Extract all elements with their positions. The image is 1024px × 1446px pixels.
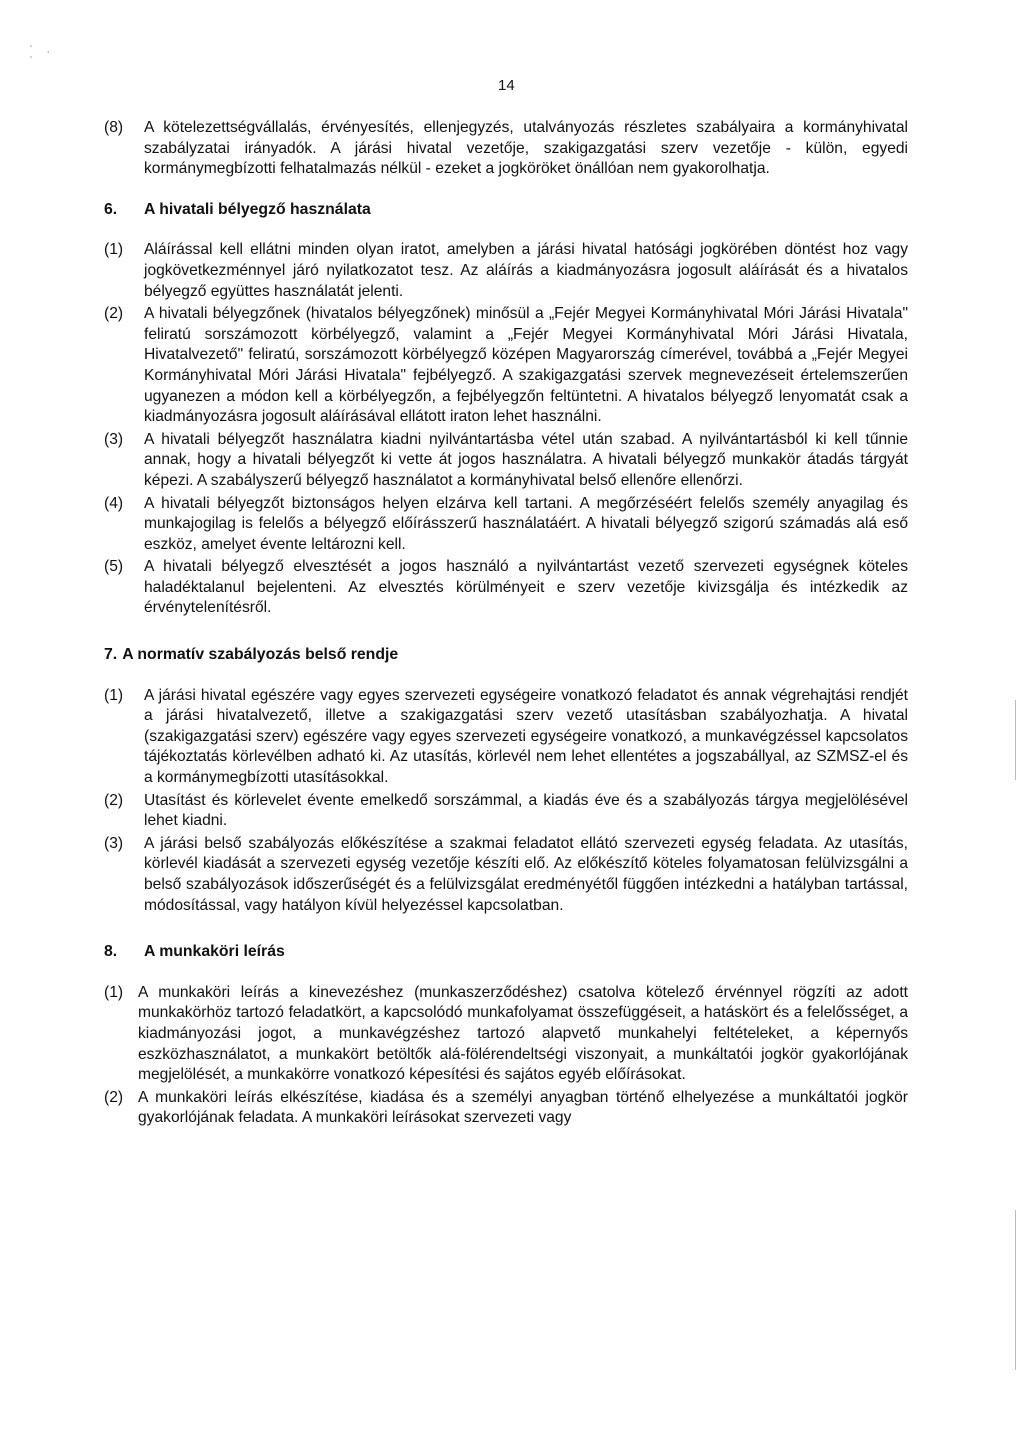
paragraph-text: A járási belső szabályozás előkészítése a szakmai feladatot ellátó szervezeti egység feladata. Az utasítás, körlevél kiadását a szervezeti egység vezetője készíti elő. Az előkészítő köteles folyamatosan felülvizsgálni a belső szabályozások időszerűségét és a felülvizsgálat eredményétől függően intézkedni a hatályban tartással, módosítással, vagy hatályon kívül helyezéssel kapcsolatban.: [144, 834, 908, 914]
paragraph-number: (2): [104, 305, 124, 323]
paragraph-number: (2): [104, 791, 124, 809]
paragraph-number: (1): [104, 983, 124, 1001]
page-number: 14: [498, 77, 515, 94]
section-7-paragraph-3: [104, 834, 908, 916]
section-heading-6: [104, 200, 908, 221]
paragraph-number: (4): [104, 494, 124, 512]
paragraph-number: (3): [104, 430, 124, 448]
section-heading-8: [104, 942, 908, 963]
scan-margin-mark: [1015, 700, 1016, 780]
section-title: A normatív szabályozás belső rendje: [122, 646, 399, 664]
paragraph-text: Utasítást és körlevelet évente emelkedő sorszámmal, a kiadás éve és a szabályozás tárgya megjelölésével lehet kiadni.: [144, 791, 908, 830]
section-8-paragraph-1: [104, 983, 908, 1086]
paragraph-text: A munkaköri leírás a kinevezéshez (munkaszerződéshez) csatolva kötelező érvénnyel rögzíti az adott munkakörhöz tartozó feladatkört, a kapcsolódó munkafolyamat összefüggéseit, a hatáskört és a felelősséget, a kiadmányozási jogot, a munkavégzéshez tartozó alapvető munkahelyi feltételeket, a képernyős eszközhasználatot, a munkakört betöltők alá-fölérendeltségi viszonyait, a munkáltatói jogkör gyakorlójának megjelölését, a munkakörre vonatkozó képesítési és sajátos egyéb előírásokat.: [138, 983, 908, 1084]
document-body: [104, 118, 908, 1129]
paragraph-number: (2): [104, 1088, 124, 1106]
paragraph-number: (8): [104, 119, 124, 136]
section-number: 7.: [104, 646, 118, 664]
section-8-paragraph-2: [104, 1088, 908, 1129]
section-6-paragraph-4: [104, 494, 908, 556]
paragraph-number: (3): [104, 834, 124, 852]
section-heading-7: [104, 645, 908, 666]
section-title: A munkaköri leírás: [144, 943, 285, 961]
section-7-paragraph-2: [104, 791, 908, 832]
paragraph-text: A hivatali bélyegzőt biztonságos helyen elzárva kell tartani. A megőrzéséért felelős személy anyagilag és munkajogilag is felelős a bélyegző előírásszerű használatáért. A hivatali bélyegző szigorú számadás alá eső eszköz, amelyet évente leltározni kell.: [144, 494, 908, 553]
paragraph-text: A hivatali bélyegzőnek (hivatalos bélyegzőnek) minősül a „Fejér Megyei Kormányhivatal Móri Járási Hivatala" feliratú sorszámozott körbélyegző, valamint a „Fejér Megyei Kormányhivatal Móri Járási Hivatala, Hivatalvezető" feliratú, sorszámozott körbélyegző középen Magyarország címerével, továbbá a „Fejér Megyei Kormányhivatal Móri Járási Hivatala" fejbélyegző. A szakigazgatási szervek megnevezéseit értelemszerűen ugyanezen a módon kell a körbélyegzőn, a fejbélyegzőn feltüntetni. A hivatalos bélyegző lenyomatát csak a kiadmányozásra jogosult aláírásával ellátott iraton lehet használni.: [144, 305, 908, 426]
section-6-paragraph-3: [104, 430, 908, 492]
paragraph-text: A járási hivatal egészére vagy egyes szervezeti egységeire vonatkozó feladatot és annak végrehajtási rendjét a járási hivatalvezető, illetve a szakigazgatási szerv vezető utasításban szabályozhatja. A hivatal (szakigazgatási szerv) egészére vagy egyes szervezeti egységeire vonatkozó, a munkavégzéssel kapcsolatos tájékoztatás körlevélben adható ki. Az utasítás, körlevél nem lehet ellentétes a jogszabállyal, az SZMSZ-el és a kormánymegbízotti utasításokkal.: [144, 686, 908, 787]
section-number: 8.: [104, 943, 118, 961]
paragraph-number: (5): [104, 558, 124, 576]
paragraph-text: A hivatali bélyegzőt használatra kiadni nyilvántartásba vétel után szabad. A nyilvántartásból ki kell tűnnie annak, hogy a hivatali bélyegzőt ki vette át jogos használatra. A hivatali bélyegző munkakör átadás tárgyát képezi. A szabályszerű bélyegző használatot a kormányhivatal belső ellenőre ellenőrzi.: [144, 430, 908, 489]
intro-paragraph: [104, 118, 908, 180]
paragraph-text: Aláírással kell ellátni minden olyan iratot, amelyben a járási hivatal hatósági jogkörében döntést hoz vagy jogkövetkezménnyel járó nyilatkozatot tesz. Az aláírás a kiadmányozásra jogosult aláírását és a hivatalos bélyegző együttes használatát jelenti.: [144, 241, 908, 300]
paragraph-number: (1): [104, 686, 124, 704]
section-number: 6.: [104, 200, 118, 218]
paragraph-number: (1): [104, 241, 124, 259]
section-6-paragraph-2: [104, 304, 908, 428]
section-6-paragraph-5: [104, 557, 908, 619]
section-6-paragraph-1: [104, 240, 908, 302]
paragraph-text: A kötelezettségvállalás, érvényesítés, ellenjegyzés, utalványozás részletes szabályaira a kormányhivatal szabályzatai irányadók. A járási hivatal vezetője, szakigazgatási szerv vezetője - külön, egyedi kormánymegbízotti felhatalmazás nélkül - ezeket a jogköröket önállóan nem gyakorolhatja.: [144, 119, 908, 178]
scan-margin-mark: [1015, 1210, 1016, 1370]
paragraph-text: A munkaköri leírás elkészítése, kiadása és a személyi anyagban történő elhelyezése a munkáltatói jogkör gyakorlójának feladata. A munkaköri leírásokat szervezeti vagy: [138, 1088, 908, 1127]
section-7-paragraph-1: [104, 686, 908, 789]
paragraph-text: A hivatali bélyegző elvesztését a jogos használó a nyilvántartást vezető szervezeti egységnek köteles haladéktalanul bejelenteni. Az elvesztés körülményeit e szerv vezetője kivizsgálja és intézkedik az érvénytelenítésről.: [144, 558, 908, 617]
scan-speck: ' , ': [30, 44, 56, 66]
section-title: A hivatali bélyegző használata: [144, 200, 371, 218]
